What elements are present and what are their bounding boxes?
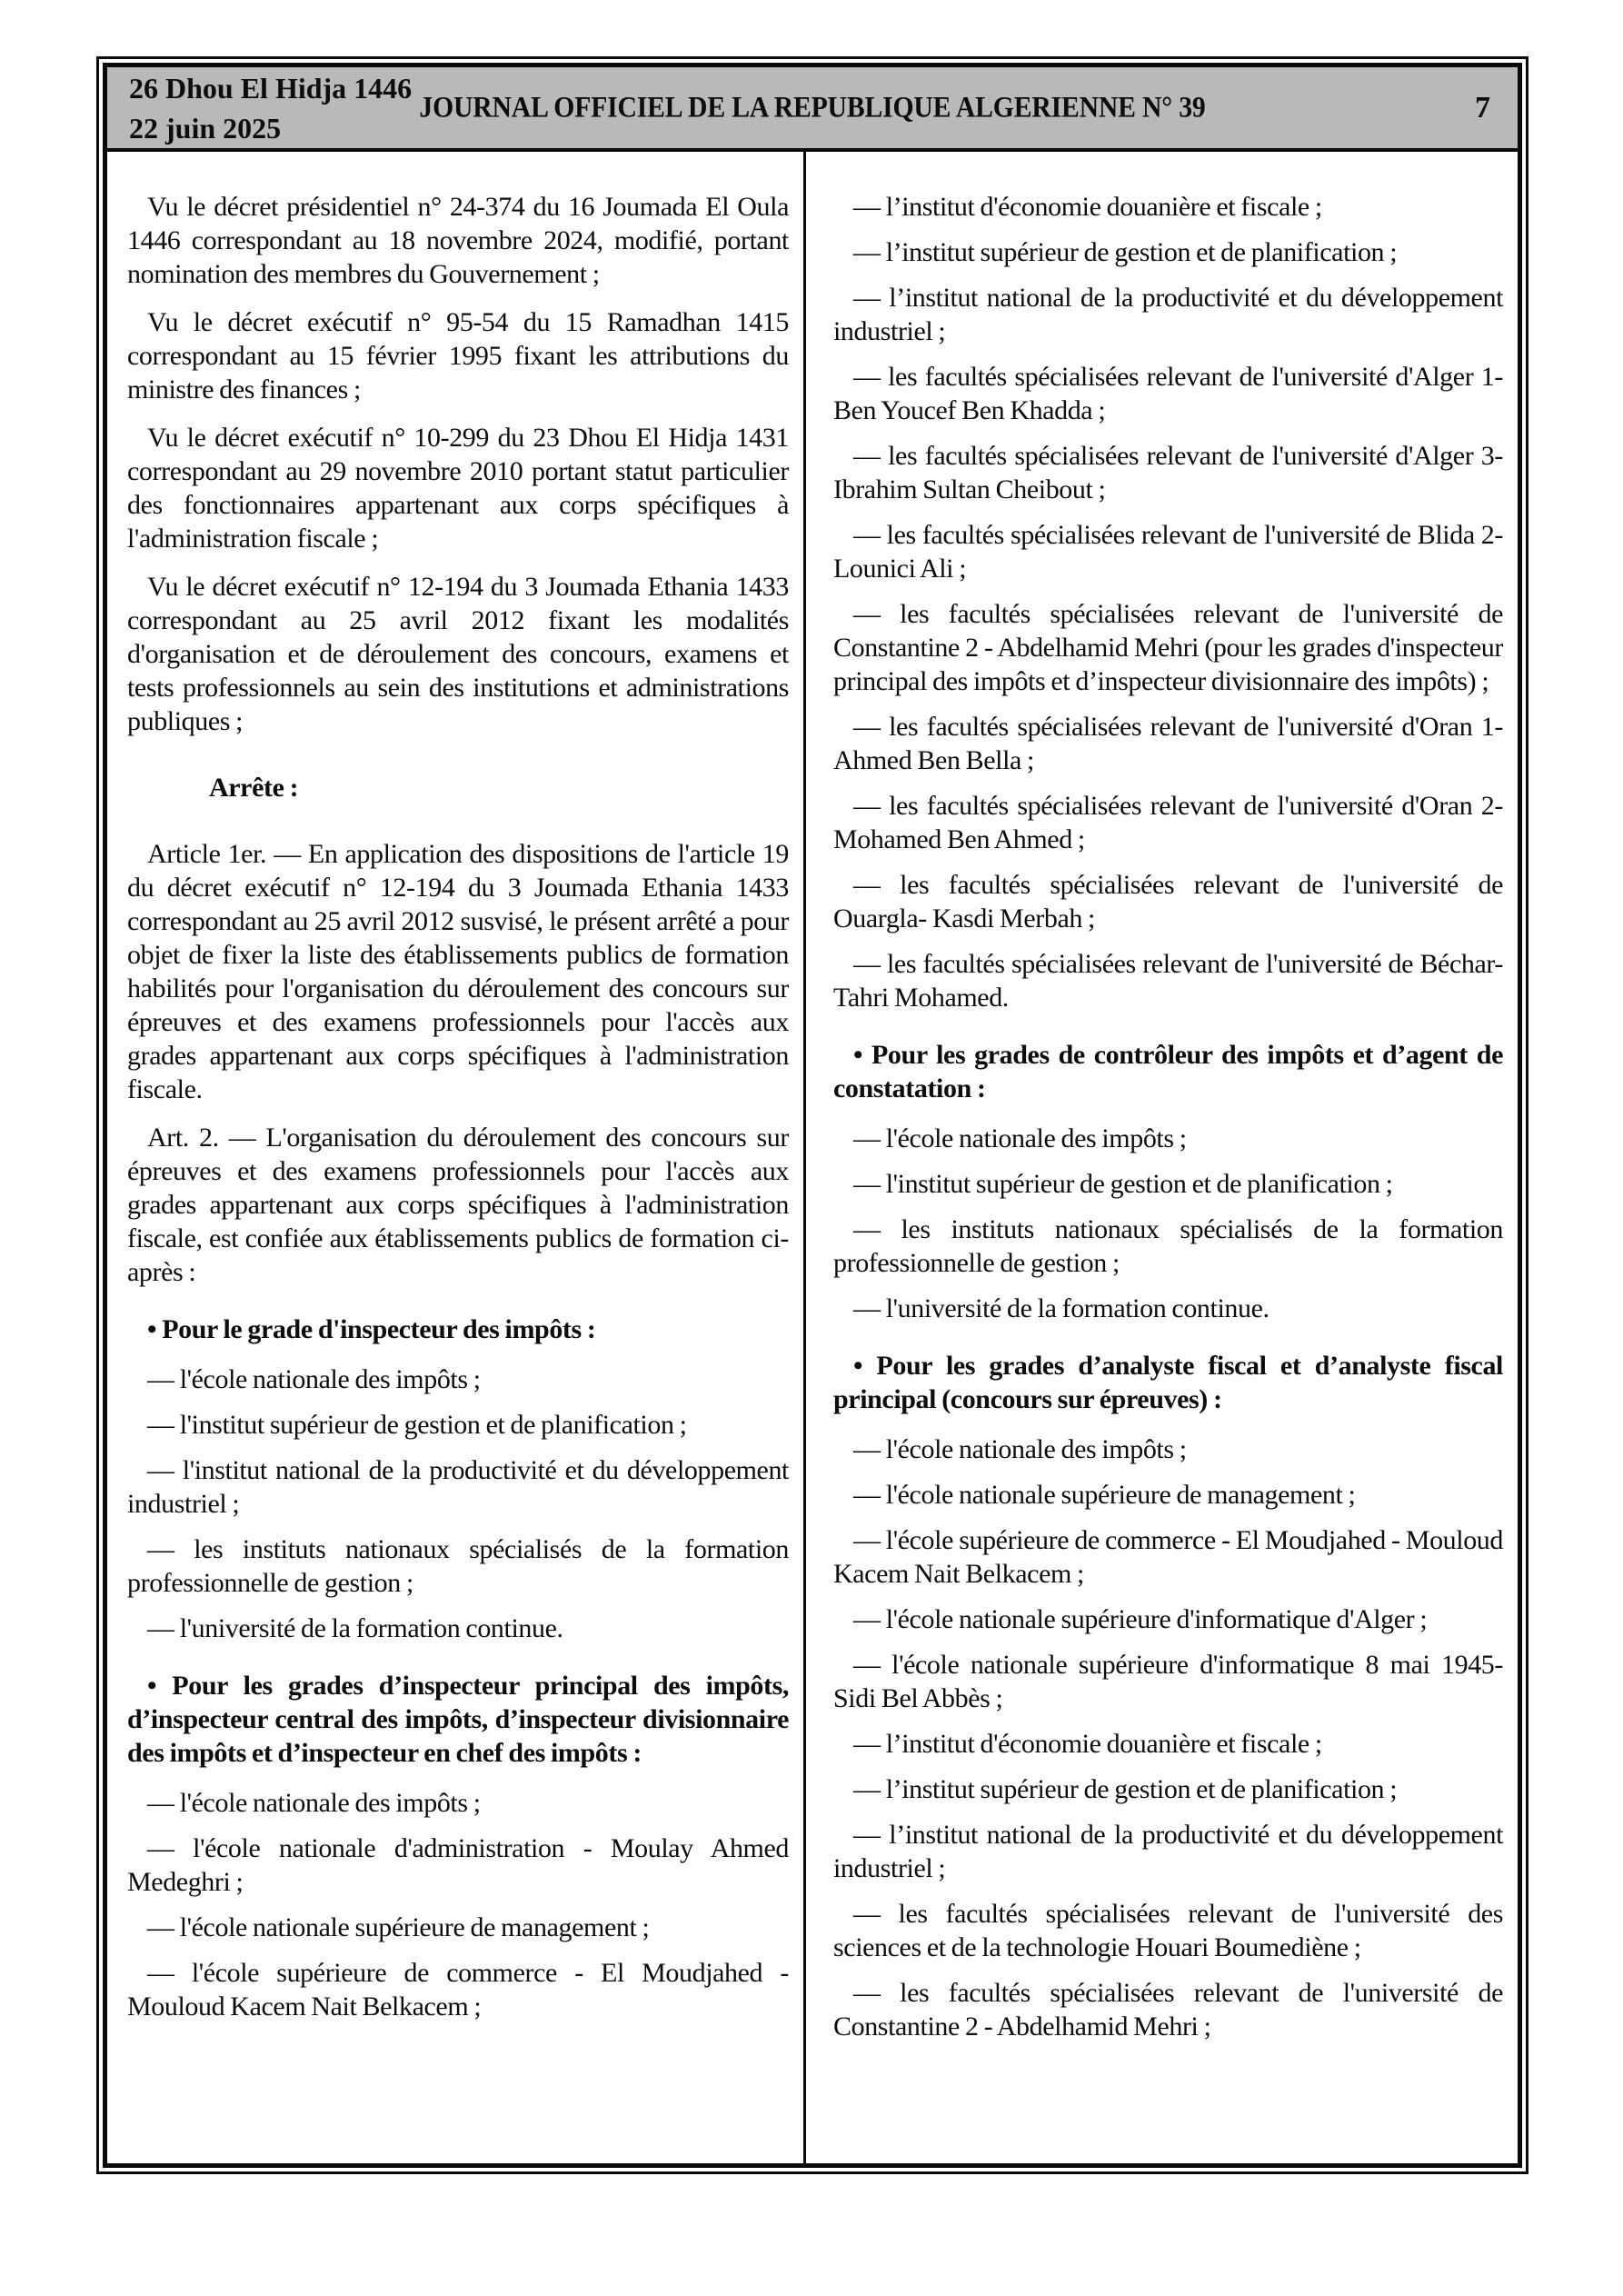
list-item: — l’institut d'économie douanière et fiscale ; — [853, 192, 1322, 222]
list-item: — l'école nationale des impôts ; — [147, 1788, 481, 1818]
list-item: — l'école nationale d'administration - Moulay Ahmed Medeghri ; — [127, 1833, 789, 1897]
journal-masthead — [107, 67, 1518, 152]
list-item: — les facultés spécialisées relevant de l'université d'Alger 1- Ben Youcef Ben Khadda ; — [833, 362, 1503, 425]
list-item: — les facultés spécialisées relevant de l'université de Blida 2- Lounici Ali ; — [833, 520, 1503, 584]
list-item: — l'école supérieure de commerce - El Moudjahed - Mouloud Kacem Nait Belkacem ; — [127, 1958, 789, 2021]
list-item: — l'école nationale supérieure de management ; — [853, 1480, 1356, 1510]
list-item: — les facultés spécialisées relevant de l'université d'Oran 1- Ahmed Ben Bella ; — [833, 712, 1503, 775]
list-item: — les facultés spécialisées relevant de l'université d'Alger 3- Ibrahim Sultan Cheibout ; — [833, 441, 1503, 504]
list-item: — l'école nationale supérieure d'informatique d'Alger ; — [853, 1604, 1428, 1634]
issue-date-hijri: 26 Dhou El Hidja 1446 — [129, 71, 413, 105]
list-item: — les instituts nationaux spécialisés de la formation professionnelle de gestion ; — [833, 1214, 1503, 1278]
list-item: — l’institut national de la productivité et du développement industriel ; — [833, 283, 1503, 346]
list-item: — les facultés spécialisées relevant de l'université des sciences et de la technologie Houari Boumediène ; — [833, 1899, 1503, 1962]
list-item: — l'école nationale supérieure d'informatique 8 mai 1945- Sidi Bel Abbès ; — [833, 1650, 1503, 1713]
visa-paragraph: Vu le décret présidentiel n° 24-374 du 16 Joumada El Oula 1446 correspondant au 18 novembre 2024, modifié, portant nomination des membres du Gouvernement ; — [127, 192, 789, 289]
article-paragraph: Article 1er. — En application des dispositions de l'article 19 du décret exécutif n° 12-194 du 3 Joumada Ethania 1433 correspondant au 25 avril 2012 susvisé, le présent arrêté a pour objet de fixer la liste des établissements publics de formation habilités pour l'organisation du déroulement des concours sur épreuves et des examens professionnels pour l'accès aux grades appartenant aux corps spécifiques à l'administration fiscale. — [127, 839, 789, 1104]
list-item: — les instituts nationaux spécialisés de la formation professionnelle de gestion ; — [127, 1534, 789, 1598]
section-heading: • Pour les grades d’inspecteur principal des impôts, d’inspecteur central des impôts, d’inspecteur divisionnaire des impôts et d’inspecteur en chef des impôts : — [127, 1671, 789, 1768]
page-frame-inner — [103, 63, 1522, 2168]
section-heading: • Pour les grades d’analyste fiscal et d’analyste fiscal principal (concours sur épreuves) : — [833, 1351, 1503, 1414]
list-item: — les facultés spécialisées relevant de l'université de Constantine 2 - Abdelhamid Mehri ; — [833, 1978, 1503, 2041]
list-item: — les facultés spécialisées relevant de l'université de Constantine 2 - Abdelhamid Mehri (pour les grades d'inspecteur principal des impôts et d’inspecteur divisionnaire des impôts) ; — [833, 599, 1503, 696]
issue-date-gregorian: 22 juin 2025 — [129, 111, 282, 145]
list-item: — l'école nationale des impôts ; — [853, 1123, 1187, 1153]
list-item: — les facultés spécialisées relevant de l'université de Ouargla- Kasdi Merbah ; — [833, 870, 1503, 933]
visa-paragraph: Vu le décret exécutif n° 10-299 du 23 Dhou El Hidja 1431 correspondant au 29 novembre 2010 portant statut particulier des fonctionnaires appartenant aux corps spécifiques à l'administration fiscale ; — [127, 423, 789, 554]
content-columns — [107, 152, 1518, 2163]
list-item: — l'université de la formation continue. — [853, 1293, 1270, 1323]
list-item: — les facultés spécialisées relevant de l'université de Béchar- Tahri Mohamed. — [833, 949, 1503, 1013]
list-item: — l'institut national de la productivité et du développement industriel ; — [127, 1455, 789, 1519]
visa-paragraph: Vu le décret exécutif n° 95-54 du 15 Ramadhan 1415 correspondant au 15 février 1995 fixant les attributions du ministre des finances ; — [127, 307, 789, 404]
page-frame-outer — [96, 56, 1528, 2174]
list-item: — l'institut supérieur de gestion et de planification ; — [147, 1410, 687, 1440]
section-heading: • Pour le grade d'inspecteur des impôts : — [147, 1314, 596, 1344]
journal-title: JOURNAL OFFICIEL DE LA REPUBLIQUE ALGERIENNE N° 39 — [419, 91, 1206, 124]
article-paragraph: Art. 2. — L'organisation du déroulement des concours sur épreuves et des examens professionnels pour l'accès aux grades appartenant aux corps spécifiques à l'administration fiscale, est confiée aux établissements publics de formation ci-après : — [127, 1123, 789, 1287]
list-item: — l’institut supérieur de gestion et de planification ; — [853, 237, 1398, 267]
list-item: — les facultés spécialisées relevant de l'université d'Oran 2- Mohamed Ben Ahmed ; — [833, 791, 1503, 854]
list-item: — l'institut supérieur de gestion et de planification ; — [853, 1169, 1393, 1199]
right-column — [806, 152, 1518, 2163]
section-heading: • Pour les grades de contrôleur des impôts et d’agent de constatation : — [833, 1040, 1503, 1103]
list-item: — l’institut d'économie douanière et fiscale ; — [853, 1729, 1322, 1759]
page-number: 7 — [1475, 90, 1490, 125]
list-item: — l'université de la formation continue. — [147, 1613, 563, 1643]
visa-paragraph: Vu le décret exécutif n° 12-194 du 3 Joumada Ethania 1433 correspondant au 25 avril 2012 fixant les modalités d'organisation et de déroulement des concours, examens et tests professionnels au sein des institutions et administrations publiques ; — [127, 572, 789, 736]
list-item: — l'école nationale des impôts ; — [853, 1434, 1187, 1464]
list-item: — l'école nationale supérieure de management ; — [147, 1912, 650, 1942]
list-item: — l’institut national de la productivité et du développement industriel ; — [833, 1820, 1503, 1883]
list-item: — l'école supérieure de commerce - El Moudjahed - Mouloud Kacem Nait Belkacem ; — [833, 1525, 1503, 1589]
list-item: — l'école nationale des impôts ; — [147, 1364, 481, 1394]
left-column — [107, 152, 806, 2163]
list-item: — l’institut supérieur de gestion et de planification ; — [853, 1774, 1398, 1804]
arrete-heading: Arrête : — [209, 773, 299, 803]
